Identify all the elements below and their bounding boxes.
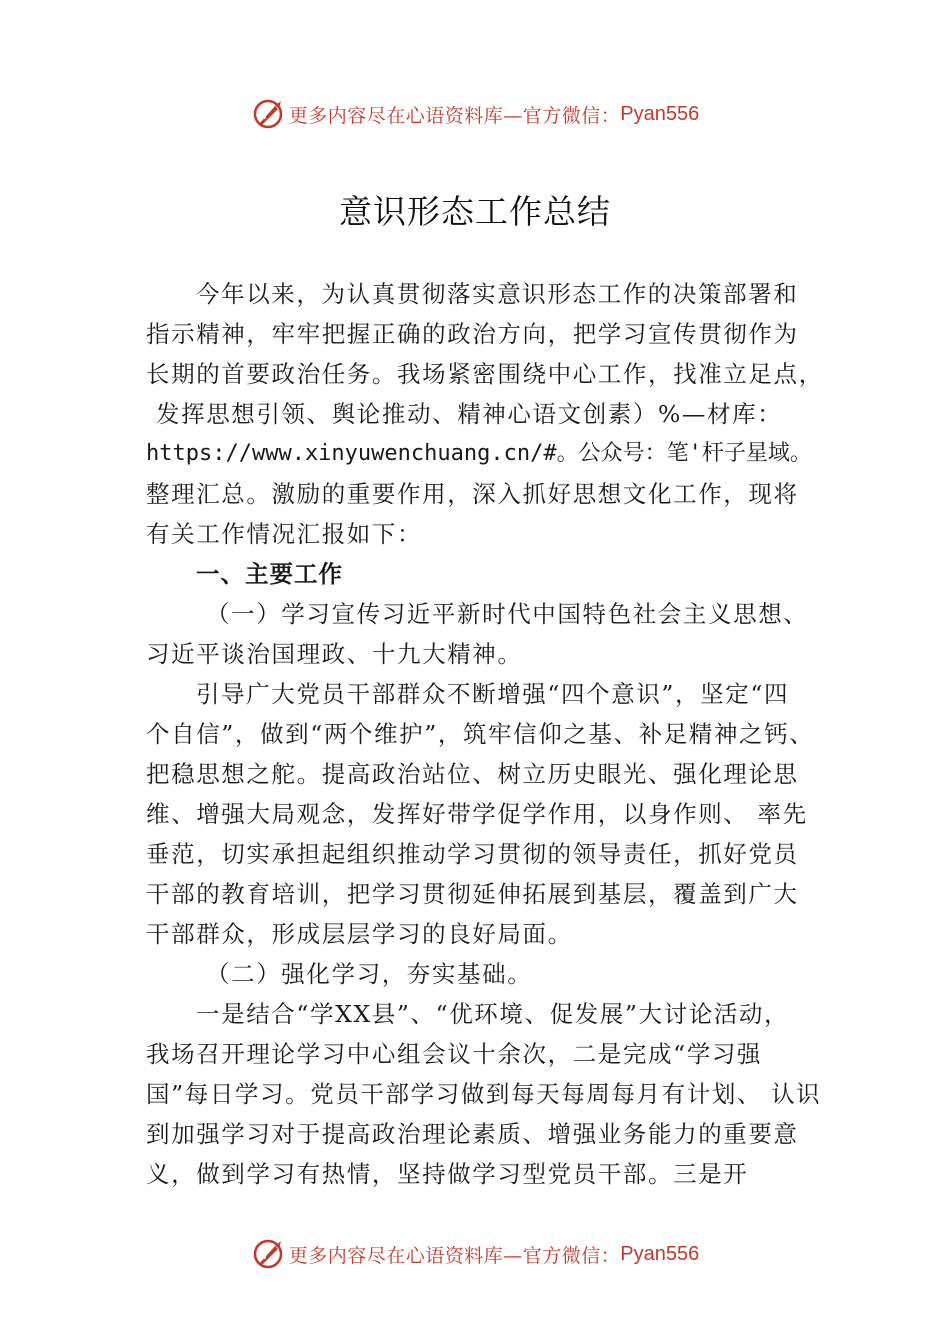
paragraph-line: 一是结合“学XX县”、“优环境、促发展”大讨论活动， — [196, 1000, 790, 1028]
footer-watermark — [0, 1234, 950, 1274]
paragraph-line: 干部群众，形成层层学习的良好局面。 — [146, 920, 573, 948]
watermark-wechat-id: Pyan556 — [620, 1242, 700, 1265]
paragraph-line: 今年以来，为认真贯彻落实意识形态工作的决策部署和 — [196, 280, 799, 308]
quill-pen-circle-icon — [251, 1237, 285, 1271]
paragraph-line: 我场召开理论学习中心组会议十余次，二是完成“学习强 — [146, 1040, 763, 1068]
subsection-heading: （一）学习宣传习近平新时代中国特色社会主义思想、 — [206, 600, 809, 628]
paragraph-line: 引导广大党员干部群众不断增强“四个意识”，坚定“四 — [196, 680, 790, 708]
paragraph-line: 义，做到学习有热情，坚持做学习型党员干部。三是开 — [146, 1160, 749, 1188]
paragraph-line: 把稳思想之舵。提高政治站位、树立历史眼光、强化理论思 — [146, 760, 799, 788]
subsection-heading-cont: 习近平谈治国理政、十九大精神。 — [146, 640, 523, 668]
paragraph-line: 垂范，切实承担起组织推动学习贯彻的领导责任，抓好党员 — [146, 840, 799, 868]
paragraph-line: 维、增强大局观念，发挥好带学促学作用，以身作则、 率先 — [146, 800, 808, 828]
document-body — [146, 274, 846, 1194]
paragraph-line: 指示精神，牢牢把握正确的政治方向，把学习宣传贯彻作为 — [146, 320, 799, 348]
paragraph-line: 干部的教育培训，把学习贯彻延伸拓展到基层，覆盖到广大 — [146, 880, 799, 908]
subsection-heading: （二）强化学习，夯实基础。 — [206, 960, 533, 988]
watermark-text: 更多内容尽在心语资料库—官方微信： — [288, 104, 621, 127]
document-title: 意识形态工作总结 — [339, 192, 611, 231]
paragraph-line: 有关工作情况汇报如下： — [146, 520, 423, 548]
paragraph-line: 到加强学习对于提高政治理论素质、增强业务能力的重要意 — [146, 1120, 799, 1148]
paragraph-line: 整理汇总。激励的重要作用，深入抓好思想文化工作，现将 — [146, 480, 799, 508]
paragraph-line: 国”每日学习。党员干部学习做到每天每周每月有计划、 认识 — [146, 1080, 822, 1108]
quill-pen-circle-icon — [251, 97, 285, 131]
watermark-text: 更多内容尽在心语资料库—官方微信： — [288, 1244, 621, 1267]
header-watermark — [0, 94, 950, 134]
section-heading: 一、主要工作 — [196, 560, 343, 588]
watermark-wechat-id: Pyan556 — [620, 102, 700, 125]
paragraph-line: 发挥思想引领、舆论推动、精神心语文创素）%—材库： — [156, 400, 783, 428]
paragraph-line: 长期的首要政治任务。我场紧密围绕中心工作，找准立足点， — [146, 360, 824, 388]
paragraph-line-url: https://www.xinyuwenchuang.cn/#。公众号：笔'杆子星域。 — [146, 441, 812, 466]
paragraph-line: 个自信”，做到“两个维护”，筑牢信仰之基、补足精神之钙、 — [146, 720, 815, 748]
